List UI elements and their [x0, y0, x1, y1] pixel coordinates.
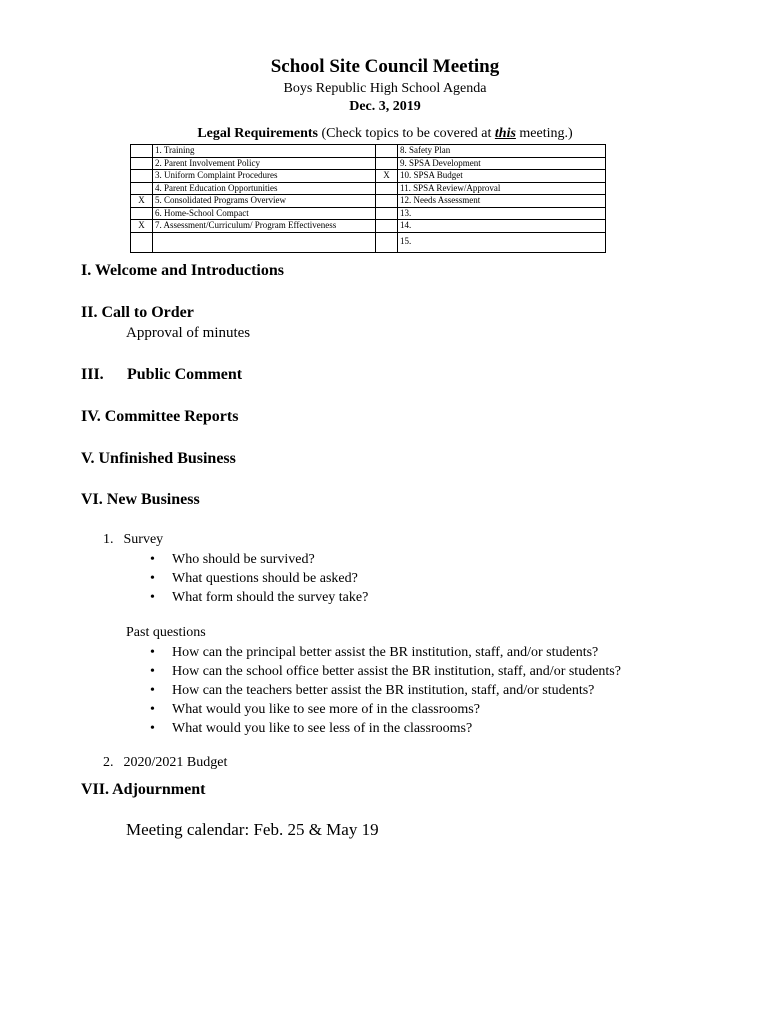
past-questions-list [146, 643, 621, 738]
requirements-table [130, 144, 606, 253]
list-item-budget [103, 755, 227, 771]
legal-instruction: (Check topics to be covered at [318, 126, 495, 141]
survey-bullet-list [146, 550, 368, 607]
checkbox-cell[interactable] [376, 220, 398, 233]
requirement-label: 14. [398, 220, 606, 233]
requirement-label: 2. Parent Involvement Policy [153, 157, 376, 170]
section-call-to-order: II. Call to Order [81, 304, 194, 321]
table-row [131, 170, 606, 183]
list-item: • Who should be survived? [146, 550, 368, 569]
checkbox-cell[interactable] [376, 232, 398, 252]
section-new-business: VI. New Business [81, 491, 200, 508]
checkbox-cell[interactable] [131, 232, 153, 252]
requirement-label: 10. SPSA Budget [398, 170, 606, 183]
legal-instruction-end: meeting.) [515, 126, 573, 141]
checkbox-cell[interactable]: X [376, 170, 398, 183]
requirement-label: 3. Uniform Complaint Procedures [153, 170, 376, 183]
table-row [131, 220, 606, 233]
list-item-survey [103, 532, 163, 548]
list-item: • What form should the survey take? [146, 588, 368, 607]
requirement-label: 13. [398, 207, 606, 220]
table-row [131, 145, 606, 158]
checkbox-cell[interactable] [131, 145, 153, 158]
requirement-label: 9. SPSA Development [398, 157, 606, 170]
checkbox-cell[interactable]: X [131, 220, 153, 233]
checkbox-cell[interactable] [376, 195, 398, 208]
checkbox-cell[interactable] [376, 157, 398, 170]
list-item: • How can the school office better assist the BR institution, staff, and/or students? [146, 662, 621, 681]
section-committee-reports: IV. Committee Reports [81, 408, 239, 425]
item-number: 2. [103, 755, 114, 770]
page-title: School Site Council Meeting [270, 56, 500, 77]
checkbox-cell[interactable] [376, 182, 398, 195]
requirement-label: 5. Consolidated Programs Overview [153, 195, 376, 208]
table-row [131, 232, 606, 252]
legal-label: Legal Requirements [197, 126, 318, 141]
checkbox-cell[interactable]: X [131, 195, 153, 208]
meeting-date: Dec. 3, 2019 [349, 99, 421, 114]
requirement-label: 8. Safety Plan [398, 145, 606, 158]
legal-emphasis: this [494, 126, 516, 141]
requirement-label: 11. SPSA Review/Approval [398, 182, 606, 195]
section-number: III. [81, 366, 104, 383]
agenda-subtitle: Boys Republic High School Agenda [283, 81, 487, 96]
section-welcome: I. Welcome and Introductions [81, 262, 284, 279]
item-label: Survey [123, 532, 164, 547]
section-unfinished-business: V. Unfinished Business [81, 450, 236, 467]
approval-of-minutes: Approval of minutes [126, 325, 251, 341]
requirement-label: 4. Parent Education Opportunities [153, 182, 376, 195]
list-item: • What would you like to see less of in the classrooms? [146, 719, 621, 738]
section-adjournment: VII. Adjournment [81, 781, 206, 798]
checkbox-cell[interactable] [131, 207, 153, 220]
checkbox-cell[interactable] [376, 207, 398, 220]
past-questions-label: Past questions [126, 625, 206, 640]
list-item: • What would you like to see more of in the classrooms? [146, 700, 621, 719]
requirement-label: 12. Needs Assessment [398, 195, 606, 208]
table-row [131, 157, 606, 170]
section-label: Public Comment [127, 366, 243, 383]
item-label: 2020/2021 Budget [123, 755, 228, 770]
requirement-label: 6. Home-School Compact [153, 207, 376, 220]
list-item: • What questions should be asked? [146, 569, 368, 588]
requirement-label: 7. Assessment/Curriculum/ Program Effectiveness [153, 220, 376, 233]
checkbox-cell[interactable] [131, 157, 153, 170]
requirement-label: 1. Training [153, 145, 376, 158]
meeting-calendar: Meeting calendar: Feb. 25 & May 19 [126, 820, 379, 839]
list-item: • How can the principal better assist the BR institution, staff, and/or students? [146, 643, 621, 662]
table-row [131, 207, 606, 220]
empty-cell [153, 232, 376, 252]
requirement-label: 15. [398, 232, 606, 252]
checkbox-cell[interactable] [131, 182, 153, 195]
checkbox-cell[interactable] [131, 170, 153, 183]
table-row [131, 195, 606, 208]
list-item: • How can the teachers better assist the BR institution, staff, and/or students? [146, 681, 621, 700]
table-row [131, 182, 606, 195]
section-public-comment [81, 366, 242, 384]
checkbox-cell[interactable] [376, 145, 398, 158]
item-number: 1. [103, 532, 114, 547]
legal-requirements-heading [0, 126, 770, 142]
